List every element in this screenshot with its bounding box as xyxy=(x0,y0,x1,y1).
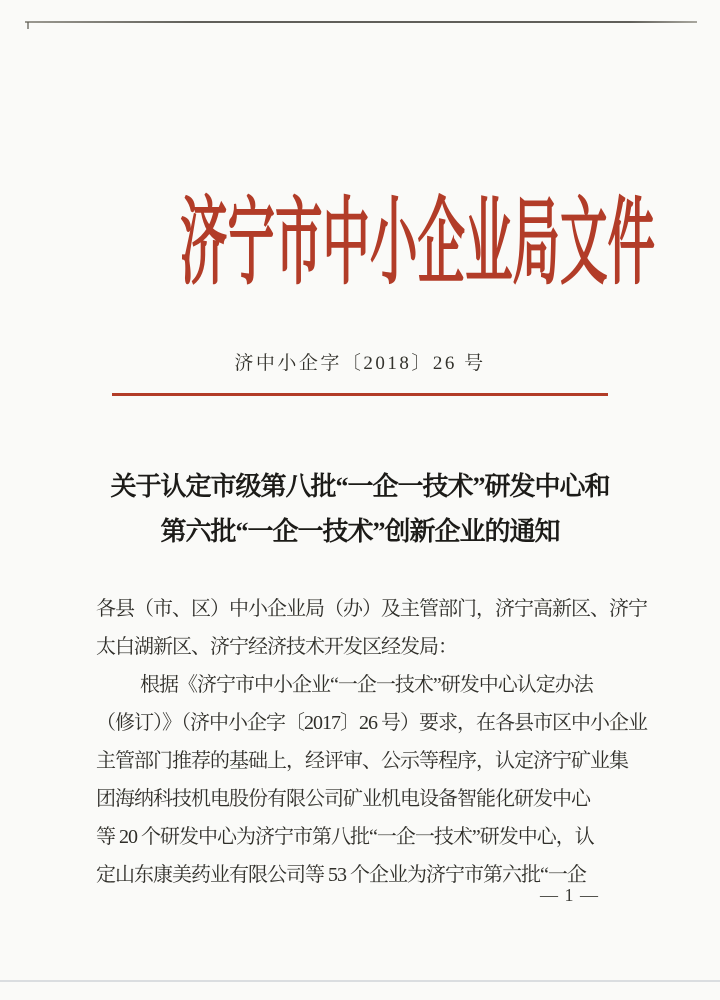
body-line: 各县（市、区）中小企业局（办）及主管部门，济宁高新区、济宁 xyxy=(96,598,647,620)
scan-paper-corner-tick xyxy=(27,22,29,29)
body-line: 团海纳科技机电股份有限公司矿业机电设备智能化研发中心 xyxy=(96,788,590,810)
document-title-line-2: 第六批“一企一技术”创新企业的通知 xyxy=(160,517,560,546)
document-title xyxy=(0,464,720,554)
letterhead-red-divider xyxy=(112,393,608,396)
scan-bottom-paper-edge xyxy=(0,980,720,982)
document-title-line-1: 关于认定市级第八批“一企一技术”研发中心和 xyxy=(110,472,610,501)
body-line: 等 20 个研发中心为济宁市第八批“一企一技术”研发中心，认 xyxy=(96,826,594,848)
scan-top-paper-edge xyxy=(25,21,697,23)
body-line: 太白湖新区、济宁经济技术开发区经发局： xyxy=(96,636,457,658)
body-line: 根据《济宁市中小企业“一企一技术”研发中心认定办法 xyxy=(140,674,593,696)
page-number: — 1 — xyxy=(540,885,599,905)
document-body xyxy=(96,590,647,894)
body-line: 定山东康美药业有限公司等 53 个企业为济宁市第六批“一企 xyxy=(96,864,586,886)
agency-letterhead-title: 济宁市中小企业局文件 xyxy=(180,190,656,296)
body-line: 主管部门推荐的基础上，经评审、公示等程序，认定济宁矿业集 xyxy=(96,750,628,772)
document-reference-number: 济中小企字〔2018〕26 号 xyxy=(234,353,486,374)
body-line: （修订）》（济中小企字〔2017〕26 号）要求，在各县市区中小企业 xyxy=(96,712,647,734)
